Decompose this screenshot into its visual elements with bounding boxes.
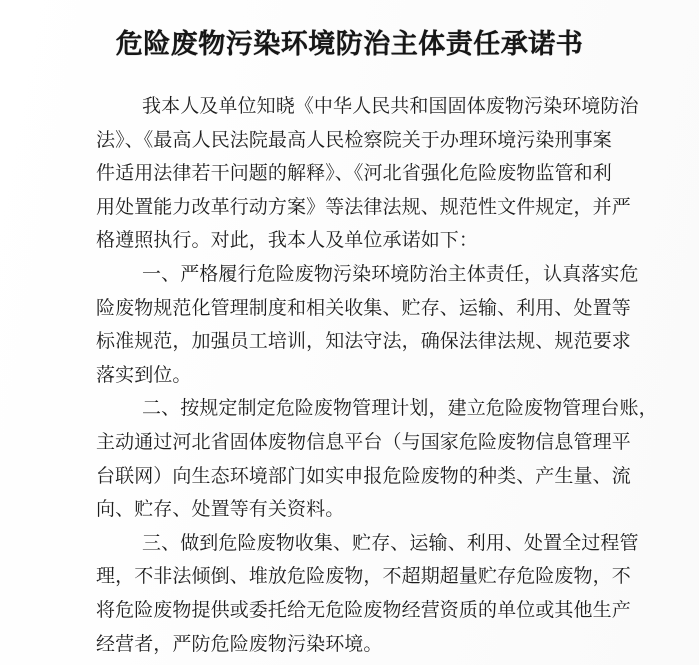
text-line: 我本人及单位知晓《中华人民共和国固体废物污染环境防治: [142, 96, 639, 117]
paragraph: [96, 258, 639, 392]
text-line: 将危险废物提供或委托给无危险废物经营资质的单位或其他生产: [96, 599, 631, 621]
text-line: 格遵照执行。对此，我本人及单位承诺如下：: [96, 230, 479, 252]
document-title: 危险废物污染环境防治主体责任承诺书: [115, 29, 584, 59]
text-line: 台联网）向生态环境部门如实申报危险废物的种类、产生量、流: [96, 465, 631, 487]
text-line: 法》、《最高人民法院最高人民检察院关于办理环境污染刑事案: [96, 129, 612, 151]
text-line: 标准规范，加强员工培训，知法守法，确保法律法规、规范要求: [96, 331, 631, 353]
text-line: 向、贮存、处置等有关资料。: [96, 499, 345, 521]
text-line: 经营者，严防危险废物污染环境。: [96, 633, 383, 655]
text-line: 落实到位。: [96, 364, 192, 386]
text-line: 主动通过河北省固体废物信息平台（与国家危险废物信息管理平: [96, 431, 631, 453]
text-line: 用处置能力改革行动方案》等法律法规、规范性文件规定，并严: [96, 196, 631, 218]
text-line: 险废物规范化管理制度和相关收集、贮存、运输、利用、处置等: [96, 297, 631, 319]
paragraph: [96, 90, 639, 258]
paragraph: [96, 527, 639, 661]
text-line: 理，不非法倾倒、堆放危险废物，不超期超量贮存危险废物，不: [96, 566, 631, 588]
paragraph: [96, 392, 658, 526]
text-line: 件适用法律若干问题的解释》、《河北省强化危险废物监管和利: [96, 163, 612, 185]
text-line: 三、做到危险废物收集、贮存、运输、利用、处置全过程管: [142, 532, 639, 554]
text-line: 二、按规定制定危险废物管理计划，建立危险废物管理台账，: [142, 398, 658, 420]
text-line: 一、严格履行危险废物污染环境防治主体责任，认真落实危: [142, 263, 639, 285]
document-body: [96, 90, 658, 661]
